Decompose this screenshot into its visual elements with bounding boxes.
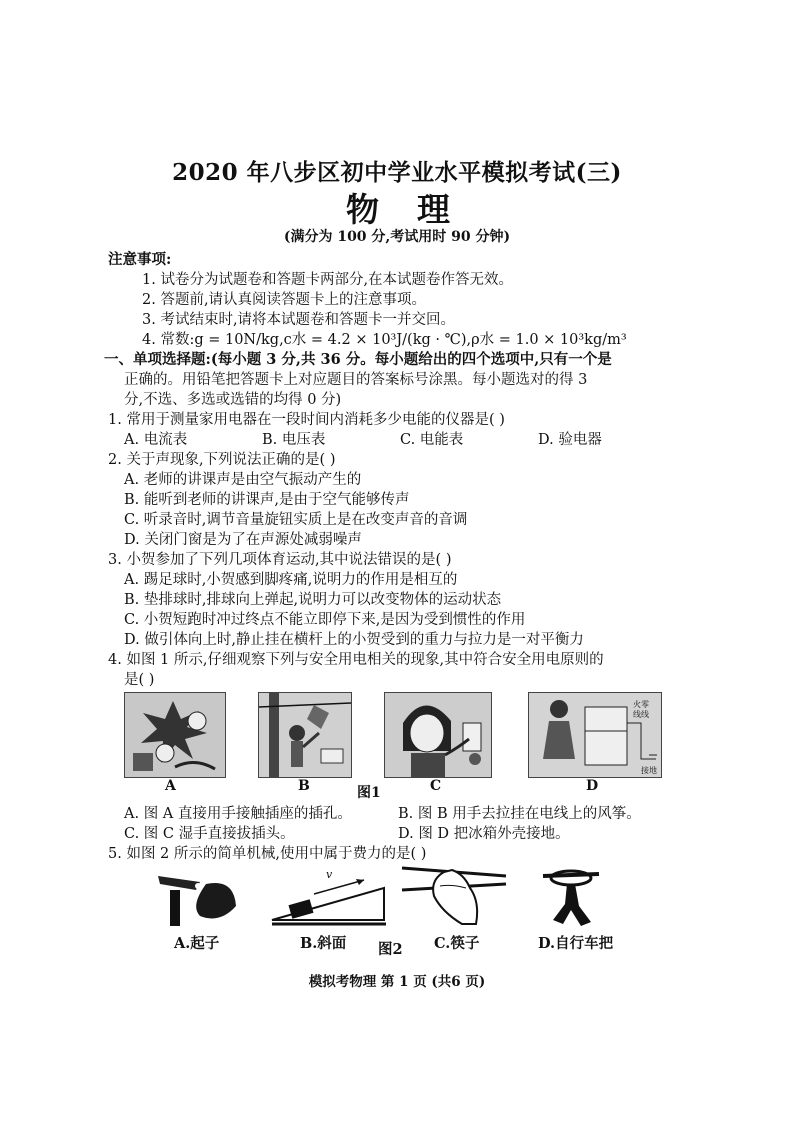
velocity-label: v [326,868,333,881]
figure-1a-image [124,692,226,778]
notes-heading: 注意事项: [108,251,172,268]
note-item: 2. 答题前,请认真阅读答题卡上的注意事项。 [142,292,427,308]
question-2-stem: 2. 关于声现象,下列说法正确的是( ) [108,452,336,468]
figure-1b-image [258,692,352,778]
question-1-stem: 1. 常用于测量家用电器在一段时间内消耗多少电能的仪器是( ) [108,412,505,428]
question-3-stem: 3. 小贺参加了下列几项体育运动,其中说法错误的是( ) [108,552,452,568]
q1-option-c: C. 电能表 [400,432,464,448]
q3-option-c: C. 小贺短跑时冲过终点不能立即停下来,是因为受到惯性的作用 [124,612,526,628]
figure-2d-image [535,866,605,928]
q1-option-a: A. 电流表 [124,432,188,448]
figure-1c-label: C [430,778,442,794]
page-footer: 模拟考物理 第 1 页 (共6 页) [308,974,486,990]
figure-2-caption: 图2 [378,941,403,958]
q3-option-d: D. 做引体向上时,静止挂在横杆上的小贺受到的重力与拉力是一对平衡力 [124,632,584,648]
question-5-stem: 5. 如图 2 所示的简单机械,使用中属于费力的是( ) [108,846,427,862]
figure-1d-label: D [586,778,599,794]
figure-1d-image [528,692,662,778]
figure-2c-label: C.筷子 [434,935,480,952]
section-heading: 一、单项选择题:(每小题 3 分,共 36 分。每小题给出的四个选项中,只有一个是 [104,351,612,368]
note-item: 4. 常数:g = 10N/kg,c水 = 4.2 × 10³J/(kg · ℃),ρ水 = 1.0 × 10³kg/m³ [142,332,627,348]
exam-title: 2020 年八步区初中学业水平模拟考试(三) [172,159,622,186]
question-4-stem: 4. 如图 1 所示,仔细观察下列与安全用电相关的现象,其中符合安全用电原则的 [108,652,604,668]
fig-d-label-2: 线线 [633,710,649,719]
q2-option-a: A. 老师的讲课声是由空气振动产生的 [124,472,362,488]
section-instruction: 正确的。用铅笔把答题卡上对应题目的答案标号涂黑。每小题选对的得 3 [124,372,588,388]
section-instruction: 分,不选、多选或选错的均得 0 分) [124,392,342,408]
subject-title: 物理 [346,190,488,229]
fig-d-label-1: 火零 [633,700,649,709]
q2-option-d: D. 关闭门窗是为了在声源处减弱噪声 [124,532,362,548]
figure-2a-label: A.起子 [174,935,220,952]
q1-option-b: B. 电压表 [262,432,326,448]
figure-1c-image [384,692,492,778]
q4-option-b: B. 图 B 用手去拉挂在电线上的风筝。 [398,806,641,822]
figure-2b-image [268,866,388,928]
figure-1-caption: 图1 [357,785,381,801]
q2-option-c: C. 听录音时,调节音量旋钮实质上是在改变声音的音调 [124,512,468,528]
q4-option-d: D. 图 D 把冰箱外壳接地。 [398,826,570,842]
q2-option-b: B. 能听到老师的讲课声,是由于空气能够传声 [124,492,410,508]
q4-option-a: A. 图 A 直接用手接触插座的插孔。 [124,806,352,822]
figure-2d-label: D.自行车把 [538,935,614,952]
note-item: 1. 试卷分为试题卷和答题卡两部分,在本试题卷作答无效。 [142,272,514,288]
figure-2b-label: B.斜面 [300,935,347,952]
figure-2a-image [150,866,240,928]
note-item: 3. 考试结束时,请将本试题卷和答题卡一并交回。 [142,312,456,328]
q4-option-c: C. 图 C 湿手直接拔插头。 [124,826,295,842]
question-4-stem-cont: 是( ) [124,672,155,688]
figure-1b-label: B [298,778,310,794]
fig-d-label-3: 接地 [641,766,657,775]
q3-option-b: B. 垫排球时,排球向上弹起,说明力可以改变物体的运动状态 [124,592,502,608]
figure-1a-label: A [165,778,176,794]
q3-option-a: A. 踢足球时,小贺感到脚疼痛,说明力的作用是相互的 [124,572,458,588]
q1-option-d: D. 验电器 [538,432,602,448]
score-note: (满分为 100 分,考试用时 90 分钟) [283,229,511,245]
figure-2c-image [400,862,510,928]
